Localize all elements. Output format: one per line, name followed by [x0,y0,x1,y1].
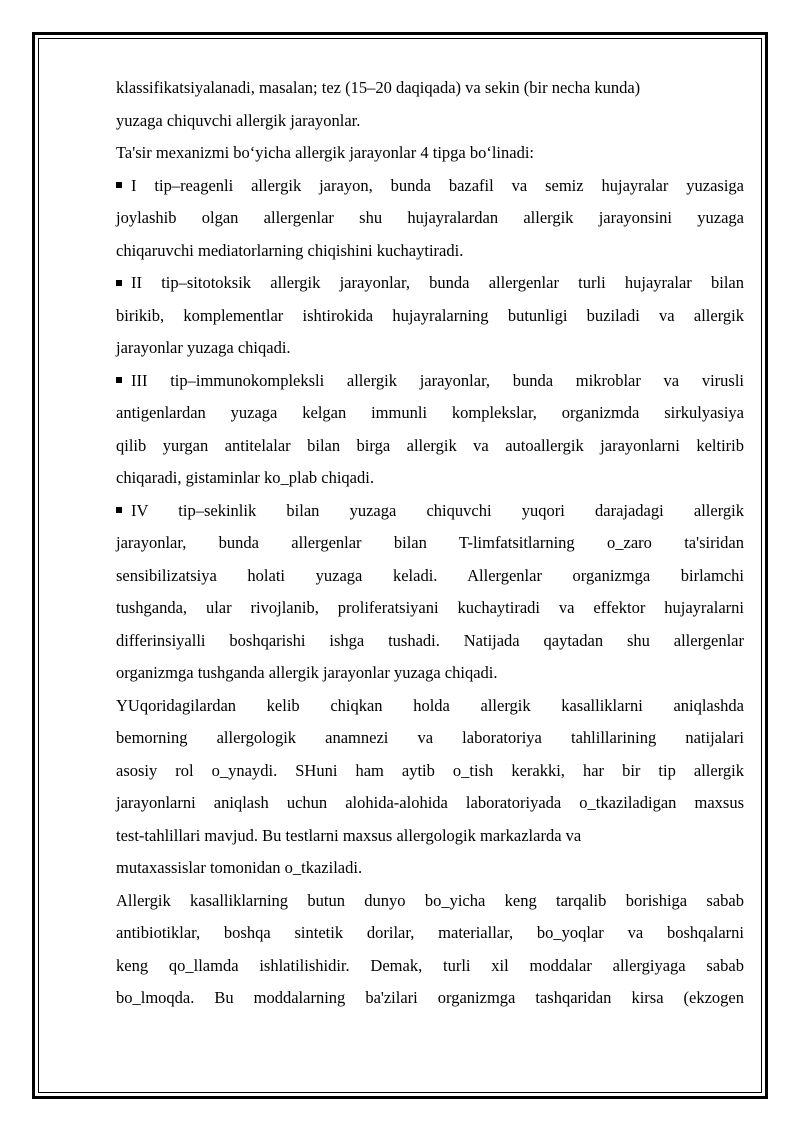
text-line [116,397,744,430]
text-line [116,722,744,755]
line-text: I tip–reagenli allergik jarayon, bunda bazafil va semiz hujayralar yuzasiga [131,175,744,195]
line-text: YUqoridagilardan kelib chiqkan holda allergik kasalliklarni aniqlashda [116,695,744,715]
text-line [116,950,744,983]
square-bullet-icon [116,507,122,513]
text-line [116,690,744,723]
line-text: asosiy rol o_ynaydi. SHuni ham aytib o_tish kerakki, har bir tip allergik [116,760,744,780]
text-line [116,787,744,820]
text-line [116,137,744,170]
document-body [116,72,744,1015]
bullet-line [116,170,744,203]
bullet-line [116,495,744,528]
text-line [116,462,744,495]
text-line [116,982,744,1015]
text-line [116,332,744,365]
text-line [116,885,744,918]
text-line [116,300,744,333]
line-text: tushganda, ular rivojlanib, proliferatsiyani kuchaytiradi va effektor hujayralarni [116,598,744,617]
text-line [116,820,744,853]
line-text: mutaxassislar tomonidan o_tkaziladi. [116,858,363,877]
line-text: organizmga tushganda allergik jarayonlar yuzaga chiqadi. [116,663,498,682]
line-text: test-tahlillari mavjud. Bu testlarni maxsus allergologik markazlarda va [116,825,582,845]
bullet-line [116,267,744,300]
square-bullet-icon [116,280,122,286]
line-text: bemorning allergologik anamnezi va laboratoriya tahlillarining natijalari [116,728,744,747]
line-text: qilib yurgan antitelalar bilan birga allergik va autoallergik jarayonlarni keltirib [116,435,744,455]
line-text: yuzaga chiquvchi allergik jarayonlar. [116,110,361,130]
text-line [116,852,744,885]
line-text: II tip–sitotoksik allergik jarayonlar, bunda allergenlar turli hujayralar bilan [131,273,744,292]
line-text: sensibilizatsiya holati yuzaga keladi. Allergenlar organizmga birlamchi [116,565,744,585]
line-text: birikib, komplementlar ishtirokida hujayralarning butunligi buziladi va allergik [116,305,744,325]
text-line [116,592,744,625]
line-text: jarayonlar, bunda allergenlar bilan T-limfatsitlarning o_zaro ta'siridan [116,533,744,552]
line-text: Ta'sir mexanizmi bo‘yicha allergik jarayonlar 4 tipga bo‘linadi: [116,143,535,162]
text-line [116,430,744,463]
line-text: differinsiyalli boshqarishi ishga tushadi. Natijada qaytadan shu allergenlar [116,630,744,650]
text-line [116,625,744,658]
bullet-line [116,365,744,398]
text-line [116,527,744,560]
line-text: chiqaruvchi mediatorlarning chiqishini kuchaytiradi. [116,240,464,260]
square-bullet-icon [116,377,122,383]
line-text: chiqaradi, gistaminlar ko_plab chiqadi. [116,468,374,487]
line-text: jarayonlar yuzaga chiqadi. [116,338,291,357]
text-line [116,202,744,235]
line-text: jarayonlarni aniqlash uchun alohida-alohida laboratoriyada o_tkaziladigan maxsus [116,793,744,812]
line-text: IV tip–sekinlik bilan yuzaga chiquvchi yuqori darajadagi allergik [131,500,744,520]
square-bullet-icon [116,182,122,188]
text-line [116,657,744,690]
text-line [116,235,744,268]
line-text: joylashib olgan allergenlar shu hujayralardan allergik jarayonsini yuzaga [116,208,744,227]
text-line [116,105,744,138]
line-text: antigenlardan yuzaga kelgan immunli komplekslar, organizmda sirkulyasiya [116,403,744,422]
line-text: bo_lmoqda. Bu moddalarning ba'zilari organizmga tashqaridan kirsa (ekzogen [116,988,744,1007]
line-text: Allergik kasalliklarning butun dunyo bo_yicha keng tarqalib borishiga sabab [116,890,744,910]
text-line [116,917,744,950]
line-text: III tip–immunokompleksli allergik jarayonlar, bunda mikroblar va virusli [131,370,744,390]
text-line [116,560,744,593]
line-text: keng qo_llamda ishlatilishidir. Demak, turli xil moddalar allergiyaga sabab [116,955,744,975]
text-line [116,755,744,788]
line-text: antibiotiklar, boshqa sintetik dorilar, materiallar, bo_yoqlar va boshqalarni [116,923,744,942]
line-text: klassifikatsiyalanadi, masalan; tez (15–20 daqiqada) va sekin (bir necha kunda) [116,78,641,97]
text-line [116,72,744,105]
